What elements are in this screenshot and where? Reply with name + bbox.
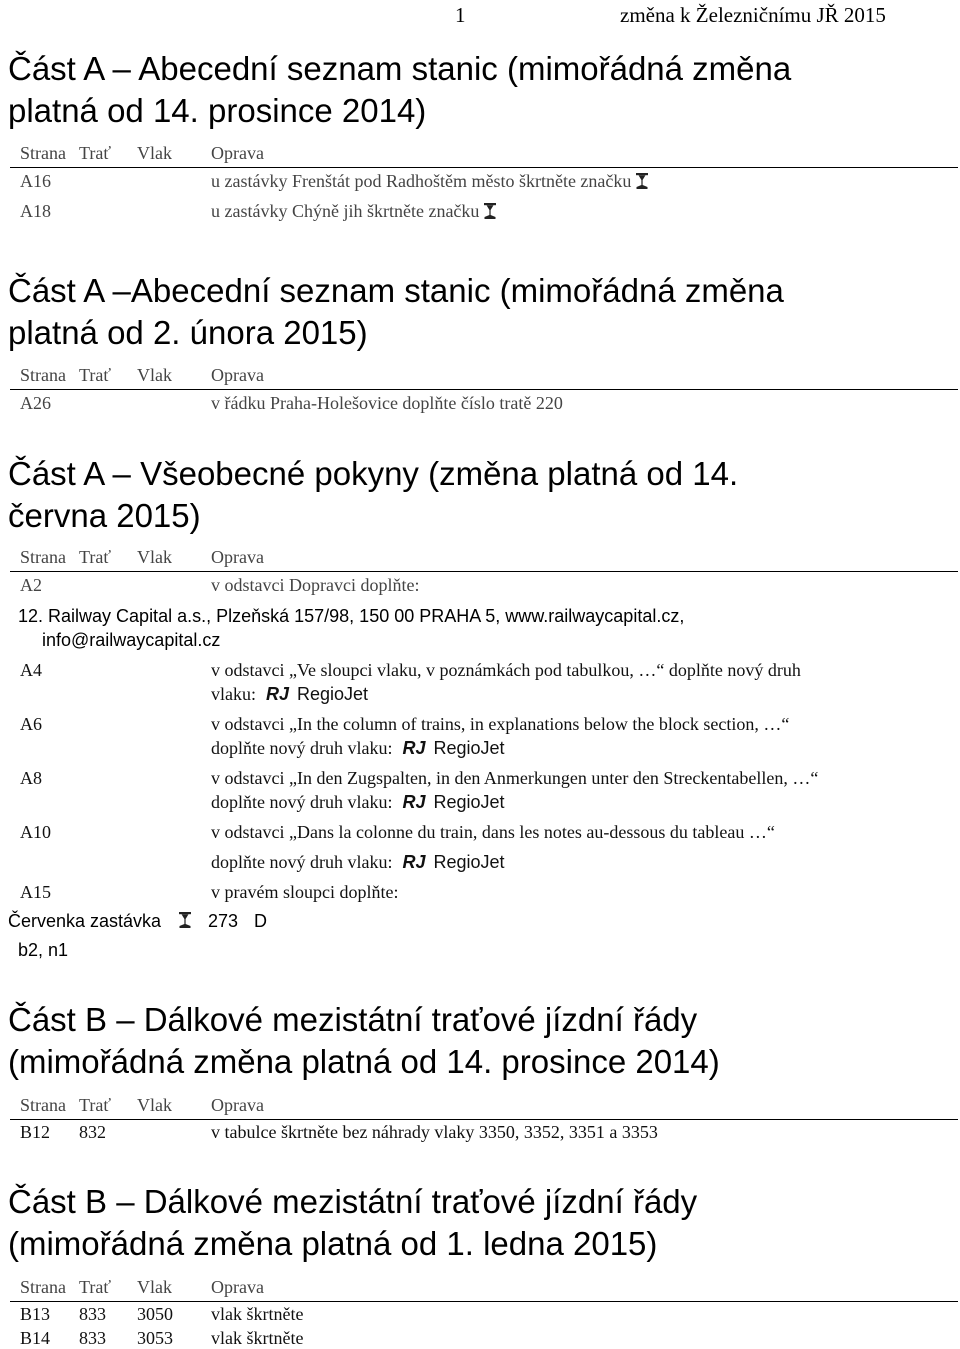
header-rule <box>10 1119 958 1120</box>
col-vlak: Vlak <box>137 365 172 385</box>
row-oprava-line2 <box>211 792 505 813</box>
section-title-line1: Část A –Abecední seznam stanic (mimořádná změna <box>8 272 784 309</box>
row-oprava-line1: v odstavci „In den Zugspalten, in den Anmerkungen unter den Streckentabellen, …“ <box>211 768 819 788</box>
col-vlak: Vlak <box>137 143 172 163</box>
stop-request-icon <box>635 173 649 189</box>
col-strana: Strana <box>20 1095 66 1115</box>
row-oprava-line2 <box>211 738 505 759</box>
col-oprava: Oprava <box>211 1277 264 1297</box>
col-oprava: Oprava <box>211 143 264 163</box>
row-oprava: vlak škrtněte <box>211 1328 304 1348</box>
section-title-line1: Část A – Abecední seznam stanic (mimořádná změna <box>8 50 792 87</box>
row-strana: A16 <box>20 171 51 191</box>
row-strana: A18 <box>20 201 51 221</box>
col-strana: Strana <box>20 365 66 385</box>
stop-note: b2, n1 <box>18 940 69 960</box>
stop-track: 273 <box>208 911 239 931</box>
carrier-line2: info@railwaycapital.cz <box>42 630 221 650</box>
row-strana: B14 <box>20 1328 51 1348</box>
row-oprava-line2 <box>211 684 368 705</box>
train-type-code: RJ <box>402 792 426 812</box>
stop-request-icon <box>483 203 497 219</box>
document-title: změna k Železničnímu JŘ 2015 <box>620 3 886 27</box>
col-oprava: Oprava <box>211 365 264 385</box>
col-vlak: Vlak <box>137 1277 172 1297</box>
row-trat: 833 <box>79 1328 106 1348</box>
header-rule <box>10 571 958 572</box>
train-type-code: RJ <box>266 684 290 704</box>
row-oprava-text: vlaku: <box>211 684 256 704</box>
section-title-line2: (mimořádná změna platná od 14. prosince 2014) <box>8 1043 720 1080</box>
col-oprava: Oprava <box>211 1095 264 1115</box>
section-title-line1: Část A – Všeobecné pokyny (změna platná od 14. <box>8 455 739 492</box>
col-strana: Strana <box>20 1277 66 1297</box>
col-strana: Strana <box>20 547 66 567</box>
row-oprava-line1: v odstavci „In the column of trains, in explanations below the block section, …“ <box>211 714 790 734</box>
col-trat: Trať <box>79 365 112 385</box>
row-oprava-line2 <box>211 852 505 873</box>
section-title-line2: platná od 14. prosince 2014) <box>8 92 427 129</box>
row-strana: A2 <box>20 575 42 595</box>
row-strana: B12 <box>20 1122 51 1142</box>
stop-name: Červenka zastávka <box>8 911 162 931</box>
row-oprava: v odstavci Dopravci doplňte: <box>211 575 420 595</box>
section-title-line2: platná od 2. února 2015) <box>8 314 368 351</box>
col-trat: Trať <box>79 1095 112 1115</box>
row-strana: A8 <box>20 768 42 788</box>
train-type-name: RegioJet <box>433 852 505 872</box>
col-trat: Trať <box>79 143 112 163</box>
header-rule <box>10 1301 958 1302</box>
row-oprava: v tabulce škrtněte bez náhrady vlaky 3350, 3352, 3351 a 3353 <box>211 1122 658 1142</box>
row-vlak: 3053 <box>137 1328 173 1348</box>
row-oprava-line1: v odstavci „Ve sloupci vlaku, v poznámkách pod tabulkou, …“ doplňte nový druh <box>211 660 801 680</box>
col-vlak: Vlak <box>137 1095 172 1115</box>
section-title-line1: Část B – Dálkové mezistátní traťové jízdní řády <box>8 1183 698 1220</box>
col-strana: Strana <box>20 143 66 163</box>
row-strana: A26 <box>20 393 51 413</box>
row-strana: A10 <box>20 822 51 842</box>
header-rule <box>10 167 958 168</box>
row-oprava: u zastávky Frenštát pod Radhoštěm město škrtněte značku <box>211 171 632 191</box>
row-oprava-text: doplňte nový druh vlaku: <box>211 852 393 872</box>
col-oprava: Oprava <box>211 547 264 567</box>
train-type-code: RJ <box>402 738 426 758</box>
page-number: 1 <box>455 3 466 27</box>
section-title-line1: Část B – Dálkové mezistátní traťové jízdní řády <box>8 1001 698 1038</box>
row-trat: 832 <box>79 1122 106 1142</box>
row-oprava-line1: v odstavci „Dans la colonne du train, dans les notes au-dessous du tableau …“ <box>211 822 775 842</box>
row-strana: A4 <box>20 660 42 680</box>
train-type-name: RegioJet <box>297 684 369 704</box>
col-vlak: Vlak <box>137 547 172 567</box>
row-strana: A15 <box>20 882 51 902</box>
header-rule <box>10 389 958 390</box>
row-strana: B13 <box>20 1304 51 1324</box>
carrier-line1: 12. Railway Capital a.s., Plzeňská 157/98, 150 00 PRAHA 5, www.railwaycapital.cz, <box>18 606 685 626</box>
train-type-name: RegioJet <box>433 792 505 812</box>
col-trat: Trať <box>79 1277 112 1297</box>
section-title-line2: (mimořádná změna platná od 1. ledna 2015) <box>8 1225 658 1262</box>
row-oprava: u zastávky Chýně jih škrtněte značku <box>211 201 480 221</box>
row-strana: A6 <box>20 714 42 734</box>
row-oprava: vlak škrtněte <box>211 1304 304 1324</box>
row-oprava-text: doplňte nový druh vlaku: <box>211 738 393 758</box>
row-vlak: 3050 <box>137 1304 173 1324</box>
train-type-name: RegioJet <box>433 738 505 758</box>
row-oprava-text: doplňte nový druh vlaku: <box>211 792 393 812</box>
stop-request-icon <box>178 912 192 931</box>
row-oprava: v řádku Praha-Holešovice doplňte číslo tratě 220 <box>211 393 563 413</box>
row-oprava: v pravém sloupci doplňte: <box>211 882 399 902</box>
row-trat: 833 <box>79 1304 106 1324</box>
section-title-line2: června 2015) <box>8 497 201 534</box>
train-type-code: RJ <box>402 852 426 872</box>
col-trat: Trať <box>79 547 112 567</box>
stop-flag: D <box>254 911 267 931</box>
